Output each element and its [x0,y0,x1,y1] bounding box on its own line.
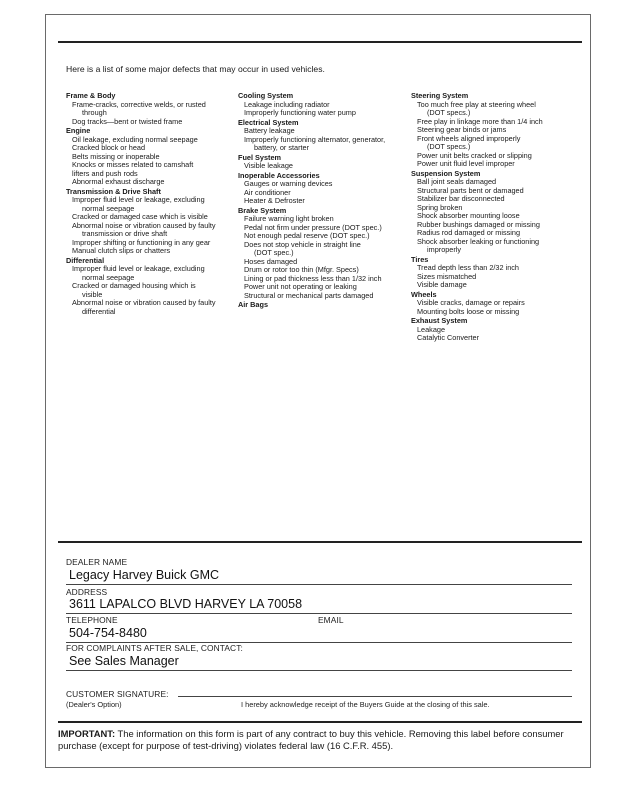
defect-item-continuation: differential [82,306,116,316]
defect-item [411,101,581,118]
telephone-value: 504-754-8480 [69,626,147,640]
defect-item [66,101,234,118]
defect-item [411,238,581,255]
defect-section-title: Transmission & Drive Shaft [66,186,161,196]
defect-section-title: Suspension System [411,168,481,178]
defect-section-title: Inoperable Accessories [238,170,320,180]
defect-item-text: Mounting bolts loose or missing [417,306,520,316]
defect-item-text: lifters and push rods [72,168,138,178]
defects-column-3 [411,92,581,343]
defect-section [66,92,234,126]
acknowledge-text: I hereby acknowledge receipt of the Buyers Guide at the closing of this sale. [241,700,490,709]
defect-item-text: Manual clutch slips or chatters [72,246,171,255]
defect-item-text: Improper fluid level or leakage, excluding [72,195,205,204]
defect-item-text: Ball joint seals damaged [417,177,497,186]
defect-item-continuation: (DOT specs.) [427,108,471,117]
defect-section [238,154,408,171]
defect-section [238,119,408,153]
defect-item-text: Air conditioner [244,187,291,197]
defect-section [411,170,581,255]
defect-item-text: Shock absorber leaking or functioning [417,236,540,246]
defect-section-title: Cooling System [238,91,294,100]
defect-item-text: Abnormal exhaust discharge [72,177,165,186]
defect-item-text: Shock absorber mounting loose [417,211,520,220]
defect-item-continuation: visible [82,289,103,299]
defect-item [238,292,408,301]
defect-item [238,136,408,153]
defect-item-text: Cracked block or head [72,143,146,152]
defect-item-text: Front wheels aligned improperly [417,133,521,143]
defect-item [411,135,581,152]
defect-section-title: Air Bags [238,300,269,309]
defect-section [411,92,581,169]
defect-item [411,281,581,290]
defect-item [238,162,408,171]
defect-item-text: Tread depth less than 2/32 inch [417,263,519,272]
defect-item-text: Rubber bushings damaged or missing [417,219,540,229]
defect-item-text: Oil leakage, excluding normal seepage [72,134,198,144]
defect-item-text: Frame-cracks, corrective welds, or rusted [72,99,206,109]
defect-item-text: Stabilizer bar disconnected [417,194,505,203]
defect-item-text: Lining or pad thickness less than 1/32 inch [244,273,382,283]
defect-item-text: Power unit belts cracked or slipping [417,150,532,160]
defect-item [238,241,408,258]
defect-section-title: Electrical System [238,117,299,127]
defect-item-text: Visible leakage [244,161,293,170]
defect-item [66,247,234,256]
defect-item-text: Improper fluid level or leakage, excluding [72,264,205,273]
dealer-top-rule [58,541,582,543]
defect-item-text: Spring broken [417,202,463,212]
defect-item-text: Improperly functioning alternator, generator, [244,134,386,144]
telephone-label: TELEPHONE [66,615,118,625]
defect-item-text: Structural parts bent or damaged [417,185,524,195]
defect-item-text: Too much free play at steering wheel [417,99,536,109]
defect-item-text: Drum or rotor too thin (Mfgr. Specs) [244,265,359,274]
defect-item-text: Dog tracks—bent or twisted frame [72,116,183,126]
defect-section-title: Engine [66,126,91,135]
email-label: EMAIL [318,615,344,625]
defect-section-title: Tires [411,254,429,264]
defect-section-title: Fuel System [238,152,281,162]
defect-section [66,188,234,256]
important-top-rule [58,721,582,723]
defect-section-title: Frame & Body [66,91,116,100]
defect-item-text: Visible cracks, damage or repairs [417,298,525,307]
defect-section [411,291,581,317]
defect-section [411,256,581,290]
defect-item [66,265,234,282]
signature-line[interactable] [178,696,572,697]
defect-item-text: Not enough pedal reserve (DOT spec.) [244,231,370,240]
defect-item-text: Leakage [417,324,445,334]
defect-item-continuation: battery, or starter [254,143,310,152]
defect-section-title: Exhaust System [411,316,468,325]
defect-section [238,172,408,206]
defect-item-text: Heater & Defroster [244,196,305,205]
defect-item-text: Failure warning light broken [244,214,334,223]
defect-item [238,197,408,206]
dealer-name-label: DEALER NAME [66,557,128,567]
defect-item-text: Does not stop vehicle in straight line [244,239,361,249]
defect-item-text: Abnormal noise or vibration caused by faulty [72,298,216,307]
dealer-option-note: (Dealer's Option) [66,700,122,709]
defect-item [411,160,581,169]
defect-item-text: Gauges or warning devices [244,179,333,188]
defect-item [238,109,408,118]
address-label: ADDRESS [66,587,108,597]
defect-item-text: Abnormal noise or vibration caused by faulty [72,220,216,230]
defect-item-text: Structural or mechanical parts damaged [244,290,374,300]
defect-section [238,207,408,301]
defect-section [66,127,234,187]
defect-section [411,317,581,343]
defect-item-text: Belts missing or inoperable [72,151,160,161]
defect-item-continuation: normal seepage [82,272,135,282]
defect-section [66,257,234,317]
defect-item-text: Power unit not operating or leaking [244,282,357,291]
defects-column-1 [66,92,234,316]
dealer-name-value: Legacy Harvey Buick GMC [69,568,220,582]
defect-item-text: Free play in linkage more than 1/4 inch [417,116,543,126]
address-value: 3611 LAPALCO BLVD HARVEY LA 70058 [69,597,303,611]
defect-section-title: Wheels [411,289,437,299]
address-line [66,613,572,614]
defect-section [238,92,408,118]
defect-item [66,282,234,299]
defect-item [66,118,234,127]
top-rule [58,41,582,43]
defect-item-text: Leakage including radiator [244,99,330,109]
defect-section-title: Brake System [238,205,287,215]
defect-item-continuation: normal seepage [82,203,135,213]
defects-column-2 [238,92,408,310]
complaints-line [66,670,572,671]
defect-item-text: Hoses damaged [244,256,298,266]
defect-item-continuation: through [82,108,107,117]
defect-item [66,196,234,213]
defect-item-text: Visible damage [417,280,467,289]
defect-item-continuation: transmission or drive shaft [82,229,168,238]
defect-section-title: Differential [66,255,105,265]
defect-item [66,299,234,316]
defect-item-text: Sizes mismatched [417,271,477,281]
defect-item-text: Power unit fluid level improper [417,159,515,168]
defect-item-text: Improperly functioning water pump [244,108,356,117]
defect-item-text: Improper shifting or functioning in any gear [72,237,211,247]
defect-item-text: Radius rod damaged or missing [417,228,521,237]
defect-item-text: Knocks or misses related to camshaft [72,160,194,169]
defect-item-text: Steering gear binds or jams [417,125,507,134]
defect-item-continuation: (DOT specs.) [427,142,471,151]
defect-item [66,178,234,187]
customer-signature-label: CUSTOMER SIGNATURE: [66,689,169,699]
defect-item [66,222,234,239]
intro-text: Here is a list of some major defects that may occur in used vehicles. [66,64,325,74]
important-text: The information on this form is part of any contract to buy this vehicle. Removing this label before consumer purchase (except for purpose of test-driving) violates federal law (16 C.F.R. 455). [58,728,564,751]
defect-item [411,308,581,317]
defect-item-text: Catalytic Converter [417,333,480,342]
important-label: IMPORTANT: [58,728,116,739]
defect-item-text: Battery leakage [244,126,295,135]
defect-item-continuation: (DOT spec.) [254,248,294,257]
defect-item-continuation: improperly [427,245,462,254]
dealer-name-line [66,584,572,585]
important-notice [58,728,582,752]
defect-section-title: Steering System [411,91,469,100]
defect-item-text: Pedal not firm under pressure (DOT spec.) [244,222,382,232]
defect-section [238,301,408,310]
defect-item-text: Cracked or damaged case which is visible [72,212,208,221]
complaints-value: See Sales Manager [69,654,179,668]
complaints-label: FOR COMPLAINTS AFTER SALE, CONTACT: [66,643,243,653]
defect-item [411,334,581,343]
defect-item-text: Cracked or damaged housing which is [72,281,196,290]
